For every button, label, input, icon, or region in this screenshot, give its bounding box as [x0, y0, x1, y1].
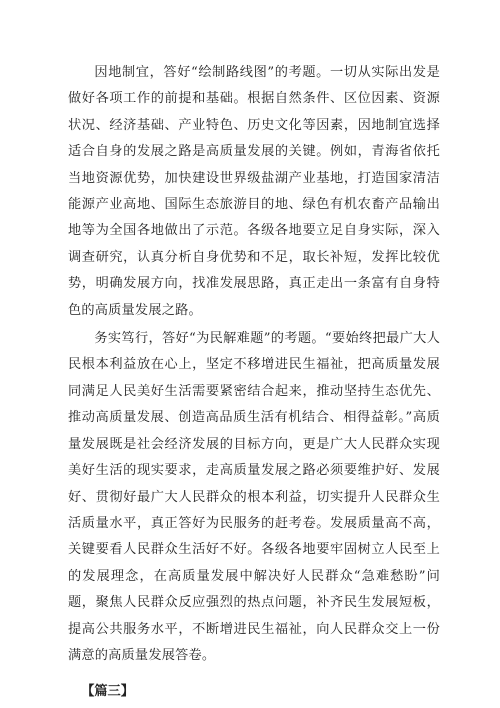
section-heading: 【篇三】 — [81, 684, 134, 700]
paragraph-pragmatic-action: 务实笃行，答好“为民解难题”的考题。“要始终把最广大人民根本利益放在心上，坚定不移增进民生福祉，把高质量发展同满足人民美好生活需要紧密结合起来，推动坚持生态优先、推动高质量发展、创造高品质生活有机结合、相得益彰。”高质量发展既是社会经济发展的目标方向，更是广大人民群众实现美好生活的现实要求，走高质量发展之路必须要维护好、发展好、贯彻好最广大人民群众的根本利益，切实提升人民群众生活质量水平，真正答好为民服务的赶考卷。发展质量高不高，关键要看人民群众生活好不好。各级各地要牢固树立人民至上的发展理念，在高质量发展中解决好人民群众“急难愁盼”问题，聚焦人民群众反应强烈的热点问题，补齐民生发展短板，提高公共服务水平，不断增进民生福祉，向人民群众交上一份满意的高质量发展答卷。 — [68, 331, 440, 663]
document-body — [68, 60, 440, 706]
paragraph-adapt-to-local-conditions: 因地制宜，答好“绘制路线图”的考题。一切从实际出发是做好各项工作的前提和基础。根据自然条件、区位因素、资源状况、经济基础、产业特色、历史文化等因素，因地制宜选择适合自身的发展之路是高质量发展的关键。例如，青海省依托当地资源优势，加快建设世界级盐湖产业基地，打造国家清洁能源产业高地、国际生态旅游目的地、绿色有机农畜产品输出地等为全国各地做出了示范。各级各地要立足自身实际，深入调查研究，认真分析自身优势和不足，取长补短，发挥比较优势，明确发展方向，找准发展思路，真正走出一条富有自身特色的高质量发展之路。 — [68, 65, 440, 318]
